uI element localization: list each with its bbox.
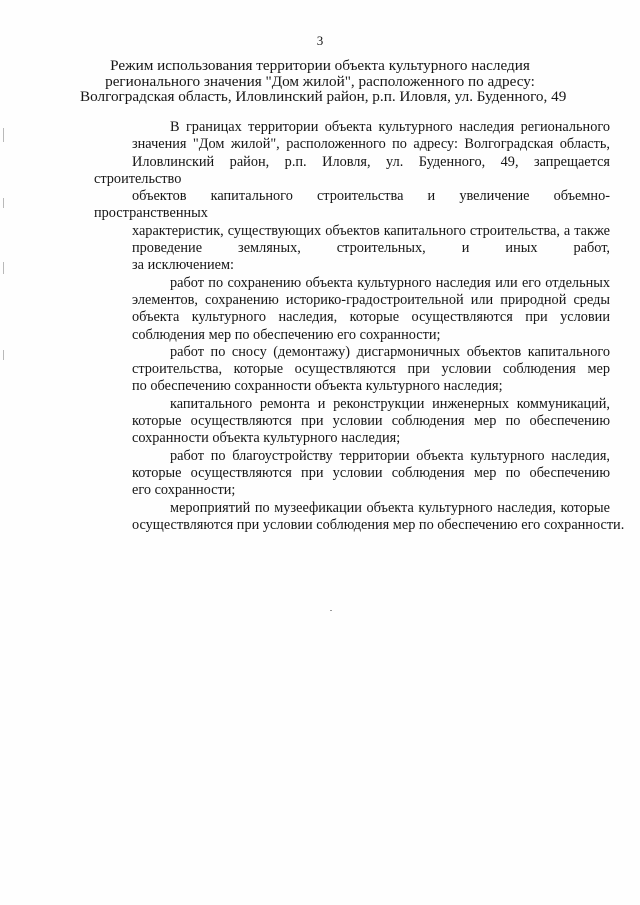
document-body [94,119,625,534]
scan-artifact [3,198,4,208]
paragraph-exception-landscaping [94,448,610,500]
text-line: соблюдения мер по обеспечению его сохранности; [132,326,441,343]
text-line: элементов, сохранению историко-градостроительной или природной среды [132,291,610,308]
text-line: по обеспечению сохранности объекта культурного наследия; [132,378,503,395]
text-line: работ по сносу (демонтажу) дисгармоничных объектов капитального [170,343,610,360]
text-line: объекта культурного наследия, которые осуществляются при условии [132,309,610,326]
paragraph-restriction [94,119,610,275]
text-line: которые осуществляются при условии соблюдения мер по обеспечению [132,464,610,481]
title-line: Волгоградская область, Иловлинский район, р.п. Иловля, ул. Буденного, 49 [80,88,567,105]
text-line: за исключением: [132,257,234,274]
text-line: объектов капитального строительства и увеличение объемно-пространственных [94,188,610,222]
paragraph-exception-preservation [94,275,610,344]
title-line: регионального значения "Дом жилой", расположенного по адресу: [105,72,535,90]
page-number: 3 [316,33,324,48]
text-line: значения "Дом жилой", расположенного по адресу: Волгоградская область, [132,136,610,153]
text-line: В границах территории объекта культурного наследия регионального [170,119,610,135]
scan-speck [330,610,332,611]
text-line: его сохранности; [132,482,236,499]
document-title [80,57,567,105]
text-line: капитального ремонта и реконструкции инженерных коммуникаций, [170,395,610,412]
text-line: характеристик, существующих объектов капитального строительства, а также [132,222,610,239]
paragraph-exception-utilities [94,396,610,448]
text-line: Иловлинский район, р.п. Иловля, ул. Буденного, 49, запрещается строительство [94,153,610,187]
text-line: строительства, которые осуществляются при условии соблюдения мер [132,361,610,378]
text-line: работ по сохранению объекта культурного наследия или его отдельных [170,274,610,291]
text-line: проведение земляных, строительных, и иных работ, [132,240,610,257]
scan-artifact [3,350,4,360]
paragraph-exception-museum [94,499,625,535]
text-line: сохранности объекта культурного наследия; [132,430,401,447]
paragraph-exception-demolition [94,344,610,396]
text-line: работ по благоустройству территории объекта культурного наследия, [170,447,610,464]
text-line: осуществляются при условии соблюдения мер по обеспечению его сохранности. [132,516,625,533]
text-line: которые осуществляются при условии соблюдения мер по обеспечению [132,413,610,430]
title-line: Режим использования территории объекта культурного наследия [110,57,530,74]
scan-artifact [3,128,4,142]
text-line: мероприятий по музеефикации объекта культурного наследия, которые [170,499,610,516]
scan-artifact [3,262,4,274]
